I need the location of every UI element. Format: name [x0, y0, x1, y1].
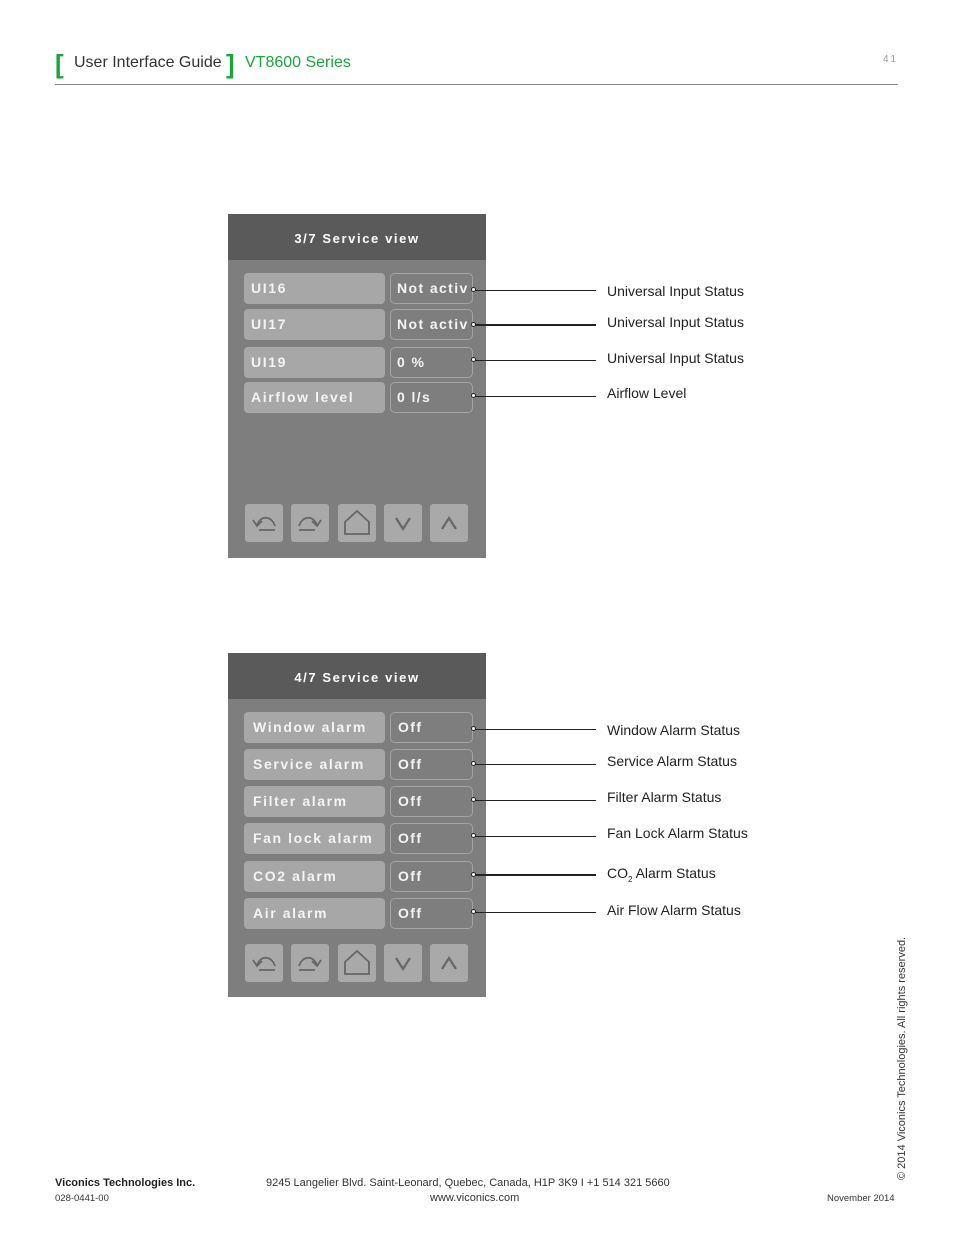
- row-label-air-alarm: Air alarm: [244, 898, 385, 929]
- row-label-ui16: UI16: [244, 273, 385, 304]
- annotation-co2-alarm: $CO_2$ Alarm Status: [607, 865, 716, 884]
- annotation-airflow: Airflow Level: [607, 385, 687, 401]
- home-button[interactable]: [338, 944, 376, 982]
- annotation-ui17: Universal Input Status: [607, 314, 744, 330]
- scroll-down-button[interactable]: [384, 944, 422, 982]
- bracket-close: ]: [226, 49, 235, 79]
- row-value-air-alarm[interactable]: Off: [390, 898, 473, 929]
- leader-line: [474, 290, 596, 291]
- row-value-co2-alarm[interactable]: Off: [390, 861, 473, 892]
- row-label-ui19: UI19: [244, 347, 385, 378]
- leader-line: [474, 764, 596, 765]
- row-label-airflow: Airflow level: [244, 382, 385, 413]
- leader-line: [474, 360, 596, 361]
- home-button[interactable]: [338, 504, 376, 542]
- annotation-window-alarm: Window Alarm Status: [607, 722, 741, 738]
- row-label-ui17: UI17: [244, 309, 385, 340]
- row-value-window-alarm[interactable]: Off: [390, 712, 473, 743]
- footer-company: Viconics Technologies Inc.: [55, 1177, 196, 1189]
- back-button[interactable]: [245, 944, 283, 982]
- annotation-filter-alarm: Filter Alarm Status: [607, 789, 722, 805]
- annotation-ui19: Universal Input Status: [607, 350, 744, 366]
- leader-line: [474, 800, 596, 801]
- footer-date: November 2014: [827, 1193, 895, 1204]
- screen-title: 4/7 Service view: [228, 653, 486, 699]
- chevron-down-icon: [384, 504, 422, 542]
- series-title: VT8600 Series: [245, 54, 351, 71]
- back-icon: [245, 944, 283, 982]
- row-value-airflow[interactable]: 0 l/s: [390, 382, 473, 413]
- leader-line: [474, 874, 596, 876]
- forward-icon: [291, 944, 329, 982]
- page-header: [55, 50, 898, 85]
- annotation-service-alarm: Service Alarm Status: [607, 753, 737, 769]
- row-label-co2-alarm: CO2 alarm: [244, 861, 385, 892]
- scroll-up-button[interactable]: [430, 504, 468, 542]
- forward-icon: [291, 504, 329, 542]
- scroll-down-button[interactable]: [384, 504, 422, 542]
- home-icon: [338, 944, 376, 982]
- chevron-down-icon: [384, 944, 422, 982]
- forward-button[interactable]: [291, 504, 329, 542]
- back-button[interactable]: [245, 504, 283, 542]
- leader-line: [474, 836, 596, 837]
- page-number: 41: [883, 54, 899, 65]
- service-view-3-screen: [228, 214, 486, 558]
- leader-line: [474, 324, 596, 326]
- forward-button[interactable]: [291, 944, 329, 982]
- leader-line: [474, 729, 596, 730]
- row-label-service-alarm: Service alarm: [244, 749, 385, 780]
- footer-doc-number: 028-0441-00: [55, 1193, 109, 1204]
- footer-address: 9245 Langelier Blvd. Saint-Leonard, Quebec, Canada, H1P 3K9 I +1 514 321 5660: [266, 1177, 670, 1189]
- service-view-4-screen: [228, 653, 486, 997]
- annotation-air-alarm: Air Flow Alarm Status: [607, 902, 741, 918]
- row-label-fan-lock-alarm: Fan lock alarm: [244, 823, 385, 854]
- bracket-open: [: [55, 49, 64, 79]
- scroll-up-button[interactable]: [430, 944, 468, 982]
- row-value-filter-alarm[interactable]: Off: [390, 786, 473, 817]
- guide-title: User Interface Guide: [74, 54, 222, 71]
- row-value-ui17[interactable]: Not activ: [390, 309, 473, 340]
- annotation-ui16: Universal Input Status: [607, 283, 744, 299]
- copyright-note: © 2014 Viconics Technologies. All rights reserved.: [896, 936, 908, 1180]
- annotation-fan-lock-alarm: Fan Lock Alarm Status: [607, 825, 748, 841]
- back-icon: [245, 504, 283, 542]
- leader-line: [474, 912, 596, 913]
- row-value-ui19[interactable]: 0 %: [390, 347, 473, 378]
- footer-website-link[interactable]: www.viconics.com: [430, 1192, 520, 1204]
- row-label-window-alarm: Window alarm: [244, 712, 385, 743]
- chevron-up-icon: [430, 944, 468, 982]
- row-value-fan-lock-alarm[interactable]: Off: [390, 823, 473, 854]
- row-label-filter-alarm: Filter alarm: [244, 786, 385, 817]
- screen-title: 3/7 Service view: [228, 214, 486, 260]
- row-value-ui16[interactable]: Not activ: [390, 273, 473, 304]
- chevron-up-icon: [430, 504, 468, 542]
- home-icon: [338, 504, 376, 542]
- row-value-service-alarm[interactable]: Off: [390, 749, 473, 780]
- leader-line: [474, 396, 596, 397]
